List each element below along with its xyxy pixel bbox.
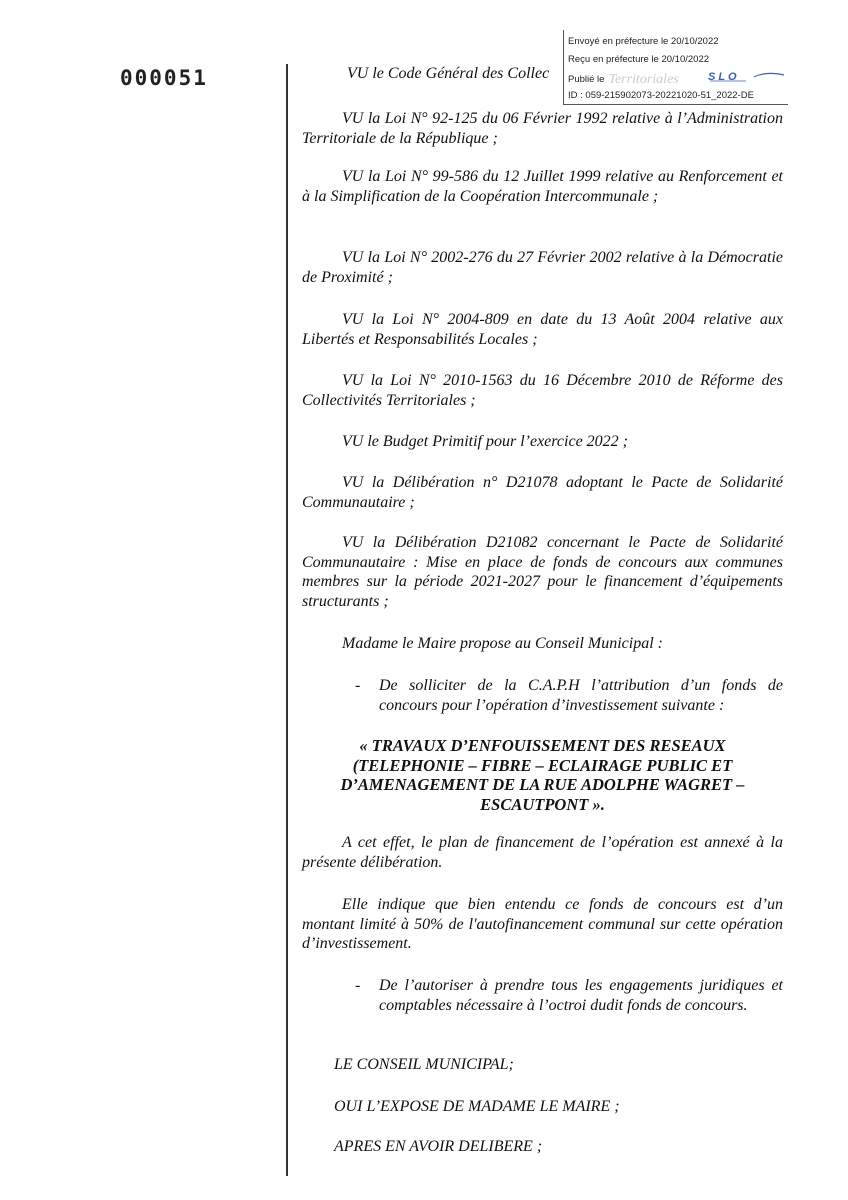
oui-expose-heading: OUI L’EXPOSE DE MADAME LE MAIRE ; (334, 1098, 620, 1115)
document-number: 000051 (120, 66, 208, 90)
stamp-published-label: Publié le (568, 74, 605, 85)
paragraph-loi-2002: VU la Loi N° 2002-276 du 27 Février 2002 relative à la Démocratie de Proximité ; (302, 249, 783, 286)
paragraph-deliberation-d21082: VU la Délibération D21082 concernant le Pacte de Solidarité Communautaire : Mise en place de fonds de concours aux communes membres sur la période 2021-2027 pour le financement d’équipements structurants ; (302, 534, 783, 610)
paragraph-maire-propose: Madame le Maire propose au Conseil Municipal : (342, 635, 663, 652)
bullet-autoriser (355, 976, 783, 1015)
paragraph-code-general: VU le Code Général des Collec (347, 65, 550, 82)
operation-title-line-1: « TRAVAUX D’ENFOUISSEMENT DES RESEAUX (359, 736, 726, 755)
bullet-autoriser-text: De l’autoriser à prendre tous les engagements juridiques et comptables nécessaire à l’octroi dudit fonds de concours. (379, 977, 783, 1014)
bullet-dash: - (355, 977, 361, 994)
paragraph-deliberation-d21078: VU la Délibération n° D21078 adoptant le Pacte de Solidarité Communautaire ; (302, 474, 783, 511)
apres-delibere-heading: APRES EN AVOIR DELIBERE ; (334, 1138, 543, 1155)
operation-title (302, 736, 783, 814)
conseil-municipal-heading: LE CONSEIL MUNICIPAL; (334, 1056, 514, 1073)
margin-rule (286, 64, 288, 1176)
svg-text:SLO: SLO (708, 71, 740, 83)
paragraph-budget: VU le Budget Primitif pour l’exercice 2022 ; (342, 433, 628, 450)
stamp-sent-date: Envoyé en préfecture le 20/10/2022 (568, 36, 719, 47)
stamp-document-id: ID : 059-215902073-20221020-51_2022-DE (568, 90, 754, 101)
prefecture-stamp (563, 30, 788, 105)
paragraph-montant-limite: Elle indique que bien entendu ce fonds de concours est d’un montant limité à 50% de l'autofinancement communal sur cette opération d’investissement. (302, 896, 783, 952)
stamp-published-line (568, 72, 679, 88)
stamp-published-faded-text: Territoriales (608, 72, 679, 87)
operation-title-line-3: D’AMENAGEMENT DE LA RUE ADOLPHE WAGRET – (340, 775, 745, 794)
stamp-received-date: Reçu en préfecture le 20/10/2022 (568, 54, 710, 65)
bullet-dash: - (355, 677, 361, 694)
paragraph-loi-2010: VU la Loi N° 2010-1563 du 16 Décembre 2010 de Réforme des Collectivités Territoriales ; (302, 372, 783, 409)
slo-logo-icon (706, 69, 786, 83)
bullet-solliciter-text: De solliciter de la C.A.P.H l’attribution d’un fonds de concours pour l’opération d’investissement suivante : (379, 677, 783, 714)
paragraph-plan-financement: A cet effet, le plan de financement de l’opération est annexé à la présente délibération. (302, 834, 783, 871)
paragraph-loi-2004: VU la Loi N° 2004-809 en date du 13 Août 2004 relative aux Libertés et Responsabilités Locales ; (302, 311, 783, 348)
operation-title-line-2: (TELEPHONIE – FIBRE – ECLAIRAGE PUBLIC ET (352, 755, 733, 775)
bullet-solliciter (355, 676, 783, 715)
paragraph-loi-1999: VU la Loi N° 99-586 du 12 Juillet 1999 relative au Renforcement et à la Simplification de la Coopération Intercommunale ; (302, 168, 783, 205)
paragraph-loi-1992: VU la Loi N° 92-125 du 06 Février 1992 relative à l’Administration Territoriale de la République ; (302, 110, 783, 147)
operation-title-line-4: ESCAUTPONT ». (480, 794, 605, 814)
